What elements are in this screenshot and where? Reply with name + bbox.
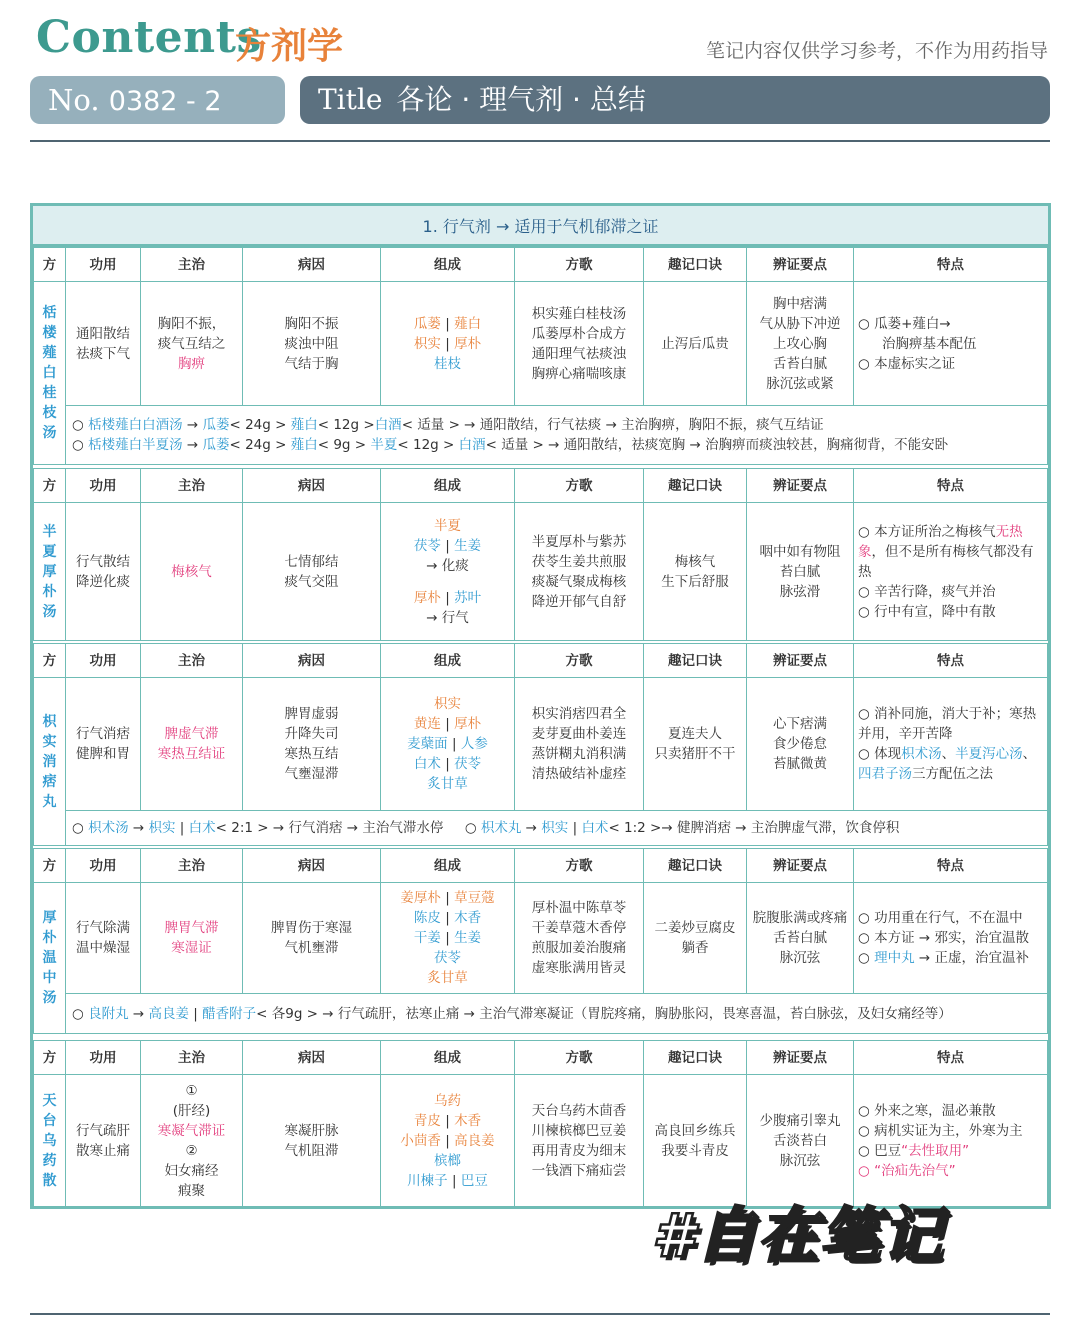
col-header: 特点 (854, 248, 1048, 282)
effect-cell: 通阳散结 祛痰下气 (66, 282, 141, 406)
col-header: 特点 (854, 1041, 1048, 1075)
features-cell: ○ 消补同施，消大于补；寒热并用，辛开苦降 ○ 体现枳术汤、半夏泻心汤、四君子汤三方配伍之法 (854, 678, 1048, 811)
number-value: 0382 - 2 (108, 86, 222, 117)
composition-cell: 乌药 青皮 | 木香 小茴香 | 高良姜 槟榔 川楝子 | 巴豆 (381, 1075, 515, 1207)
col-header: 趣记口诀 (644, 469, 747, 503)
formula-name: 厚朴温中汤 (34, 883, 66, 1034)
features-cell: ○ 功用重在行气，不在温中 ○ 本方证 → 邪实，治宜温散 ○ 理中丸 → 正虚，治宜温补 (854, 883, 1048, 994)
col-header: 辨证要点 (747, 849, 854, 883)
table-row (34, 994, 1048, 1034)
col-header: 方 (34, 248, 66, 282)
formula-name: 天台乌药散 (34, 1075, 66, 1207)
cause-cell: 胸阳不振 痰浊中阻 气结于胸 (243, 282, 381, 406)
col-header: 方歌 (515, 469, 644, 503)
related-formulas-note: ○ 栝楼薤白白酒汤 → 瓜蒌< 24g > 薤白< 12g >白酒< 适量 > → 通阳散结，行气祛痰 → 主治胸痹，胸阳不振，痰气互结证 ○ 栝楼薤白半夏汤 → 瓜蒌< 24g > 薤白< 9g > 半夏< 12g > 白酒< 适量 > → 通阳散结，祛痰宽胸 → 治胸痹而痰浊较甚，胸痛彻背，不能安卧 (66, 406, 1048, 465)
song-cell: 半夏厚朴与紫苏 茯苓生姜共煎服 痰凝气聚成梅核 降逆开郁气自舒 (515, 503, 644, 641)
features-cell: ○ 外来之寒，温必兼散 ○ 病机实证为主，外寒为主 ○ 巴豆“去性取用” ○ “治疝先治气” (854, 1075, 1048, 1207)
key-points-cell: 咽中如有物阻 苔白腻 脉弦滑 (747, 503, 854, 641)
col-header: 方歌 (515, 644, 644, 678)
top-divider (30, 140, 1050, 142)
disclaimer-note: 笔记内容仅供学习参考，不作为用药指导 (705, 40, 1048, 62)
col-header: 趣记口诀 (644, 849, 747, 883)
features-cell: ○ 瓜蒌+薤白→ 治胸痹基本配伍 ○ 本虚标实之证 (854, 282, 1048, 406)
col-header: 主治 (141, 248, 243, 282)
col-header: 主治 (141, 644, 243, 678)
formula-table-2 (33, 468, 1048, 641)
cause-cell: 脾胃伤于寒湿 气机壅滞 (243, 883, 381, 994)
formula-sheet (30, 203, 1051, 1209)
formula-table-5 (33, 1040, 1048, 1207)
composition-cell: 瓜蒌 | 薤白 枳实 | 厚朴 桂枝 (381, 282, 515, 406)
col-header: 方 (34, 1041, 66, 1075)
song-cell: 枳实薤白桂枝汤 瓜蒌厚朴合成方 通阳理气祛痰浊 胸痹心痛喘咳康 (515, 282, 644, 406)
col-header: 主治 (141, 469, 243, 503)
key-points-cell: 胸中痞满 气从胁下冲逆 上攻心胸 舌苔白腻 脉沉弦或紧 (747, 282, 854, 406)
col-header: 趣记口诀 (644, 248, 747, 282)
key-points-cell: 心下痞满 食少倦怠 苔腻微黄 (747, 678, 854, 811)
col-header: 组成 (381, 1041, 515, 1075)
table-row (34, 811, 1048, 846)
indication-cell: 脾胃气滞 寒湿证 (141, 883, 243, 994)
effect-cell: 行气除满 温中燥湿 (66, 883, 141, 994)
col-header: 方 (34, 644, 66, 678)
formula-table-3 (33, 643, 1048, 846)
col-header: 主治 (141, 849, 243, 883)
table-row (34, 503, 1048, 641)
bottom-divider (30, 1313, 1050, 1315)
col-header: 方歌 (515, 849, 644, 883)
related-formulas-note: ○ 良附丸 → 高良姜 | 醋香附子< 各9g > → 行气疏肝，祛寒止痛 → 主治气滞寒凝证（胃脘疼痛，胸胁胀闷，畏寒喜温，苔白脉弦，及妇女痛经等） (66, 994, 1048, 1034)
table-row (34, 883, 1048, 994)
indication-cell: ① (肝经) 寒凝气滞证 ② 妇女痛经 瘕聚 (141, 1075, 243, 1207)
mnemonic-cell: 梅核气 生下后舒服 (644, 503, 747, 641)
col-header: 病因 (243, 1041, 381, 1075)
section-banner: 1. 行气剂 → 适用于气机郁滞之证 (33, 206, 1048, 247)
col-header: 辨证要点 (747, 248, 854, 282)
mnemonic-cell: 夏连夫人 只卖猪肝不干 (644, 678, 747, 811)
subject-title: 方剂学 (235, 26, 344, 67)
number-prefix: No. (48, 83, 100, 117)
table-row (34, 1075, 1048, 1207)
song-cell: 枳实消痞四君全 麦芽夏曲朴姜连 蒸饼糊丸消积满 清热破结补虚痊 (515, 678, 644, 811)
table-row (34, 406, 1048, 465)
indication-cell: 梅核气 (141, 503, 243, 641)
col-header: 趣记口诀 (644, 1041, 747, 1075)
col-header: 功用 (66, 849, 141, 883)
col-header: 功用 (66, 644, 141, 678)
formula-name: 栝楼薤白桂枝汤 (34, 282, 66, 465)
song-cell: 厚朴温中陈草苓 干姜草蔻木香停 煎服加姜治腹痛 虚寒胀满用皆灵 (515, 883, 644, 994)
col-header: 方 (34, 469, 66, 503)
table-header-row (34, 644, 1048, 678)
mnemonic-cell: 高良回乡练兵 我要斗青皮 (644, 1075, 747, 1207)
formula-table-4 (33, 848, 1048, 1034)
title-box (300, 76, 1050, 124)
formula-name: 半夏厚朴汤 (34, 503, 66, 641)
col-header: 组成 (381, 644, 515, 678)
number-box (30, 76, 285, 124)
col-header: 病因 (243, 248, 381, 282)
composition-cell: 枳实 黄连 | 厚朴 麦蘖面 | 人参 白术 | 茯苓 炙甘草 (381, 678, 515, 811)
table-header-row (34, 1041, 1048, 1075)
cause-cell: 寒凝肝脉 气机阻滞 (243, 1075, 381, 1207)
table-row (34, 678, 1048, 811)
effect-cell: 行气疏肝 散寒止痛 (66, 1075, 141, 1207)
watermark-logo: #自在笔记 (652, 1201, 944, 1271)
col-header: 病因 (243, 644, 381, 678)
col-header: 组成 (381, 248, 515, 282)
table-header-row (34, 469, 1048, 503)
col-header: 功用 (66, 469, 141, 503)
col-header: 特点 (854, 849, 1048, 883)
formula-name: 枳实消痞丸 (34, 678, 66, 846)
composition-cell: 半夏 茯苓 | 生姜 → 化痰 厚朴 | 苏叶 → 行气 (381, 503, 515, 641)
indication-cell: 胸阳不振， 痰气互结之 胸痹 (141, 282, 243, 406)
col-header: 病因 (243, 469, 381, 503)
effect-cell: 行气散结 降逆化痰 (66, 503, 141, 641)
col-header: 方 (34, 849, 66, 883)
col-header: 方歌 (515, 248, 644, 282)
col-header: 方歌 (515, 1041, 644, 1075)
indication-cell: 脾虚气滞 寒热互结证 (141, 678, 243, 811)
col-header: 主治 (141, 1041, 243, 1075)
key-points-cell: 少腹痛引睾丸 舌淡苔白 脉沉弦 (747, 1075, 854, 1207)
related-formulas-note: ○ 枳术汤 → 枳实 | 白术< 2:1 > → 行气消痞 → 主治气滞水停 ○ 枳术丸 → 枳实 | 白术< 1:2 >→ 健脾消痞 → 主治脾虚气滞，饮食停积 (66, 811, 1048, 846)
col-header: 组成 (381, 469, 515, 503)
formula-table-1 (33, 247, 1048, 465)
col-header: 辨证要点 (747, 469, 854, 503)
mnemonic-cell: 止泻后瓜贵 (644, 282, 747, 406)
contents-label: Contents (36, 12, 262, 63)
composition-cell: 姜厚朴 | 草豆蔻 陈皮 | 木香 干姜 | 生姜 茯苓 炙甘草 (381, 883, 515, 994)
features-cell: ○ 本方证所治之梅核气无热象，但不是所有梅核气都没有热 ○ 辛苦行降，痰气并治 ○ 行中有宣，降中有散 (854, 503, 1048, 641)
col-header: 趣记口诀 (644, 644, 747, 678)
cause-cell: 脾胃虚弱 升降失司 寒热互结 气壅湿滞 (243, 678, 381, 811)
col-header: 辨证要点 (747, 1041, 854, 1075)
cause-cell: 七情郁结 痰气交阻 (243, 503, 381, 641)
song-cell: 天台乌药木茴香 川楝槟榔巴豆姜 再用青皮为细末 一钱酒下痛疝尝 (515, 1075, 644, 1207)
col-header: 功用 (66, 1041, 141, 1075)
col-header: 组成 (381, 849, 515, 883)
col-header: 特点 (854, 469, 1048, 503)
table-row (34, 282, 1048, 406)
col-header: 辨证要点 (747, 644, 854, 678)
mnemonic-cell: 二姜炒豆腐皮 躺香 (644, 883, 747, 994)
key-points-cell: 脘腹胀满或疼痛 舌苔白腻 脉沉弦 (747, 883, 854, 994)
col-header: 病因 (243, 849, 381, 883)
col-header: 特点 (854, 644, 1048, 678)
table-header-row (34, 849, 1048, 883)
page-title: 各论 · 理气剂 · 总结 (396, 83, 646, 116)
effect-cell: 行气消痞 健脾和胃 (66, 678, 141, 811)
table-header-row (34, 248, 1048, 282)
col-header: 功用 (66, 248, 141, 282)
title-prefix: Title (318, 83, 383, 116)
